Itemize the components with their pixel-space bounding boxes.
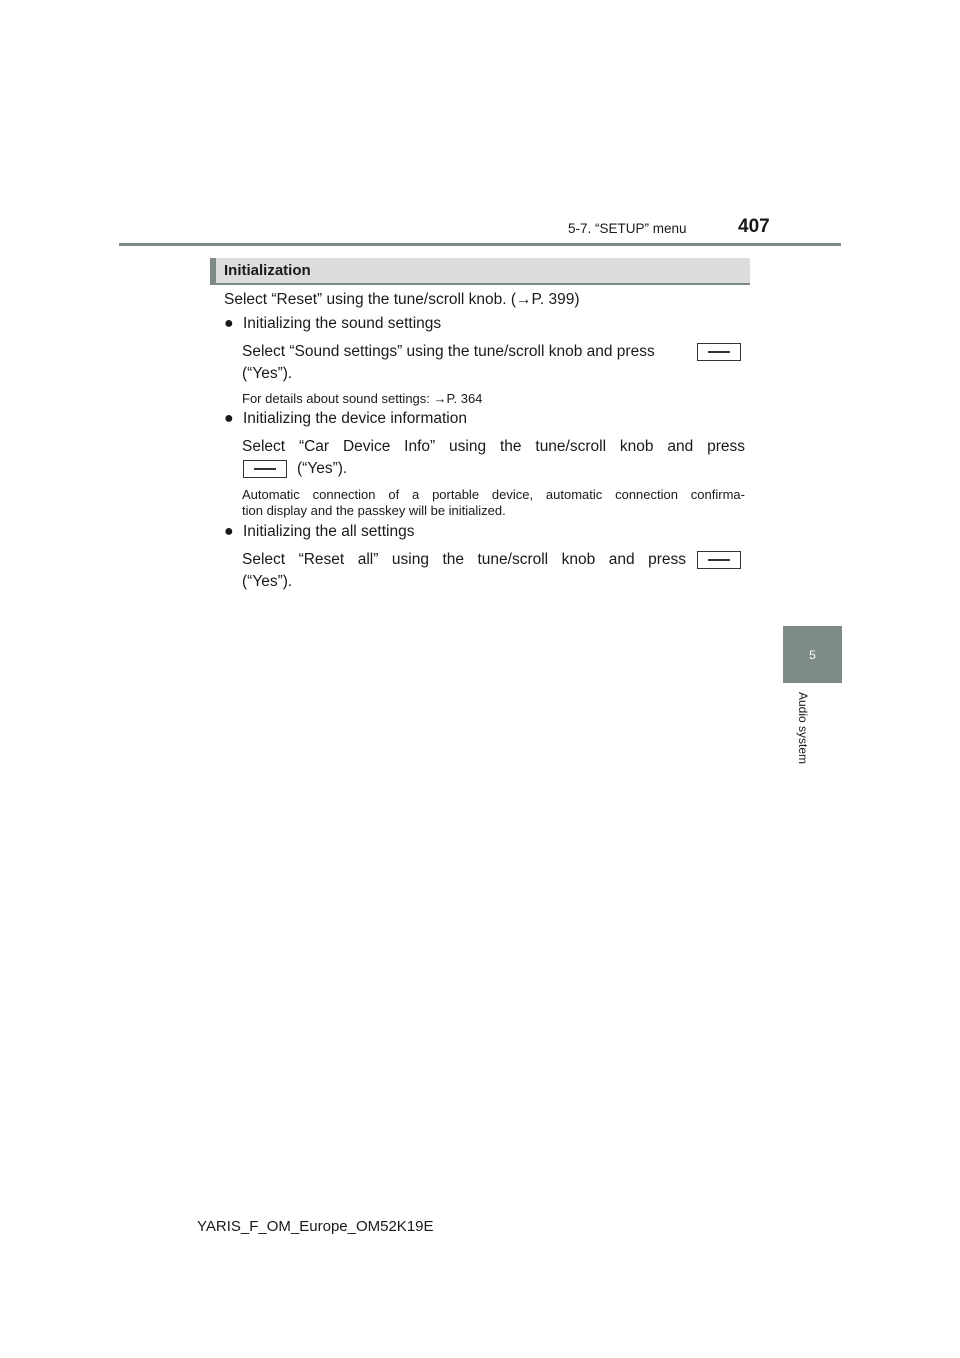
item-note: For details about sound settings: →P. 364 [242, 391, 483, 406]
yes-button-icon [243, 460, 287, 478]
yes-button-icon [697, 343, 741, 361]
heading-underline [210, 283, 750, 285]
bullet-icon: ● [224, 523, 234, 540]
item-title: Initializing the sound settings [242, 315, 442, 332]
item-instruction-line: (“Yes”). [297, 460, 348, 477]
heading-accent-bar [210, 258, 216, 283]
item-title: Initializing the all settings [242, 523, 415, 540]
item-instruction-line: Select “Reset all” using the tune/scroll knob and press [242, 551, 686, 568]
running-header-section: 5-7. “SETUP” menu [568, 221, 687, 236]
list-item [224, 313, 441, 335]
item-instruction-line: (“Yes”). [242, 573, 293, 590]
bullet-icon: ● [224, 410, 234, 427]
chapter-label: Audio system [796, 692, 810, 765]
intro-instruction: Select “Reset” using the tune/scroll knob. (→P. 399) [224, 291, 580, 308]
list-item [224, 408, 467, 430]
item-note: Automatic connection of a portable device, automatic connection confirma- [242, 487, 745, 502]
list-item [224, 521, 414, 543]
yes-button-icon [697, 551, 741, 569]
page-number: 407 [738, 216, 770, 237]
item-instruction-line: (“Yes”). [242, 365, 293, 382]
item-note: tion display and the passkey will be initialized. [242, 503, 506, 518]
item-title: Initializing the device information [242, 410, 467, 427]
section-heading [210, 258, 750, 283]
header-divider [119, 243, 841, 246]
section-heading-text: Initialization [224, 262, 311, 279]
item-instruction-line: Select “Sound settings” using the tune/scroll knob and press [242, 343, 655, 360]
chapter-tab [783, 626, 842, 683]
document-code: YARIS_F_OM_Europe_OM52K19E [197, 1218, 434, 1235]
bullet-icon: ● [224, 315, 234, 332]
item-instruction-line: Select “Car Device Info” using the tune/scroll knob and press [242, 438, 745, 455]
chapter-number: 5 [809, 647, 816, 662]
